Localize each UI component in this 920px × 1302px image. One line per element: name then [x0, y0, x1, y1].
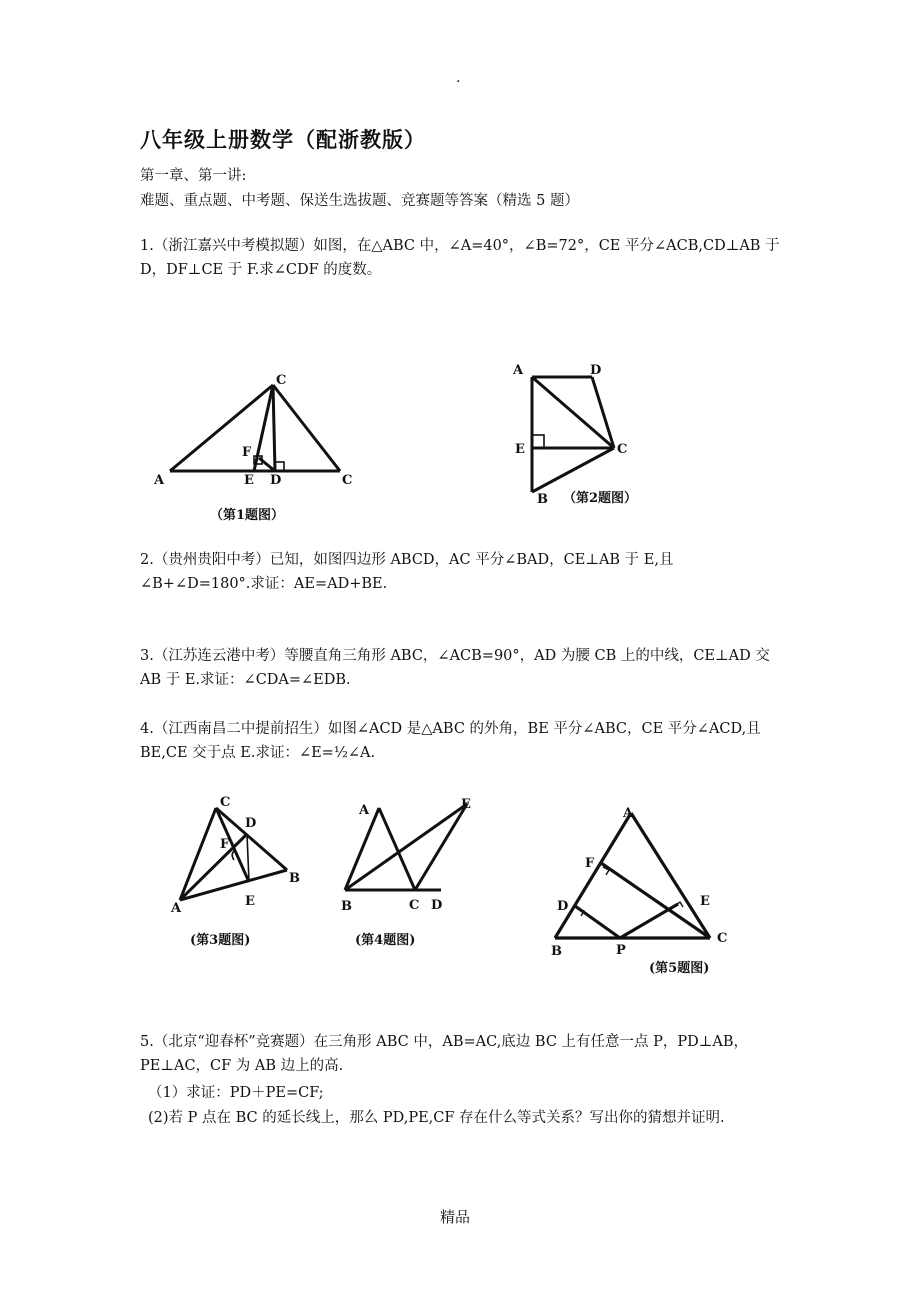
figure-2 [505, 355, 680, 515]
problem-1: 1.（浙江嘉兴中考模拟题）如图，在△ABC 中，∠A=40°，∠B=72°，CE 平分∠ACB,CD⊥AB 于 D，DF⊥CE 于 F.求∠CDF 的度数。 [140, 238, 780, 278]
fig2-label-d: D [590, 363, 602, 378]
fig3-caption: (第3题图) [190, 933, 251, 948]
problem-5: 5.（北京“迎春杯”竞赛题）在三角形 ABC 中，AB=AC,底边 BC 上有任意一点 P，PD⊥AB，PE⊥AC，CF 为 AB 边上的高. [140, 1034, 749, 1074]
fig1-label-d: D [270, 473, 282, 488]
fig2-label-c: C [617, 442, 628, 457]
fig3-label-f: F [220, 837, 230, 852]
fig5-label-b: B [551, 944, 562, 959]
fig3-segment-ac [180, 808, 216, 900]
fig3-label-d: D [245, 816, 257, 831]
figure-3 [165, 790, 315, 955]
fig1-label-e: E [244, 473, 254, 488]
fig2-right-angle-e [532, 435, 544, 448]
fig2-label-b: B [537, 492, 548, 507]
header-dot: . [456, 70, 461, 86]
fig5-label-p: P [616, 943, 626, 958]
intro-line-2: 难题、重点题、中考题、保送生选拔题、竞赛题等答案（精选 5 题） [140, 193, 579, 209]
problem-5-part-1: （1）求证：PD＋PE=CF; [148, 1085, 324, 1101]
fig2-label-e: E [515, 442, 525, 457]
fig4-label-c: C [409, 898, 420, 913]
fig1-segment-cb [273, 385, 340, 471]
fig5-segment-ac [631, 813, 710, 938]
fig4-segment-ce [415, 804, 467, 890]
fig5-segment-cf [601, 863, 710, 938]
fig1-label-c-right: C [342, 473, 353, 488]
fig5-label-a: A [623, 806, 634, 821]
figure-4 [335, 790, 485, 955]
fig5-segment-pe [620, 904, 678, 938]
fig4-label-e: E [461, 797, 471, 812]
fig2-caption: （第2题图） [563, 491, 638, 506]
problem-4: 4.（江西南昌二中提前招生）如图∠ACD 是△ABC 的外角，BE 平分∠ABC，CE 平分∠ACD,且 BE,CE 交于点 E.求证：∠E=½∠A. [140, 721, 761, 761]
fig3-label-a: A [171, 901, 182, 916]
problem-3: 3.（江苏连云港中考）等腰直角三角形 ABC，∠ACB=90°，AD 为腰 CB 上的中线，CE⊥AD 交 AB 于 E.求证：∠CDA=∠EDB. [140, 648, 770, 688]
page-footer: 精品 [440, 1208, 471, 1226]
fig5-segment-pd [575, 906, 620, 938]
fig4-segment-ac [379, 808, 415, 890]
fig3-label-c: C [220, 795, 231, 810]
fig5-caption: (第5题图) [649, 961, 710, 976]
intro-line-1: 第一章、第一讲: [140, 168, 247, 184]
fig1-caption: （第1题图） [210, 508, 285, 523]
fig4-label-a: A [359, 803, 370, 818]
fig5-label-c: C [717, 931, 728, 946]
fig2-label-a: A [513, 363, 524, 378]
problem-5-part-2: (2)若 P 点在 BC 的延长线上，那么 PD,PE,CF 存在什么等式关系？写出你的猜想并证明. [148, 1110, 725, 1126]
fig2-segment-bc [532, 448, 614, 492]
fig1-label-f: F [242, 445, 252, 460]
fig1-segment-cd [273, 385, 275, 471]
fig5-label-d: D [557, 899, 569, 914]
fig5-label-f: F [585, 856, 595, 871]
figure-5 [545, 795, 745, 980]
fig1-label-a: A [154, 473, 165, 488]
fig4-label-b: B [341, 899, 352, 914]
problem-2: 2.（贵州贵阳中考）已知，如图四边形 ABCD，AC 平分∠BAD，CE⊥AB 于 E,且∠B+∠D=180°.求证：AE=AD+BE. [140, 552, 674, 592]
figure-1 [150, 365, 370, 530]
fig3-label-e: E [245, 894, 255, 909]
fig4-caption: (第4题图) [355, 933, 416, 948]
fig4-label-d: D [431, 898, 443, 913]
fig1-label-c-top: C [276, 373, 287, 388]
document-title: 八年级上册数学（配浙教版） [140, 127, 426, 152]
fig5-label-e: E [700, 894, 710, 909]
fig3-label-b: B [289, 871, 300, 886]
